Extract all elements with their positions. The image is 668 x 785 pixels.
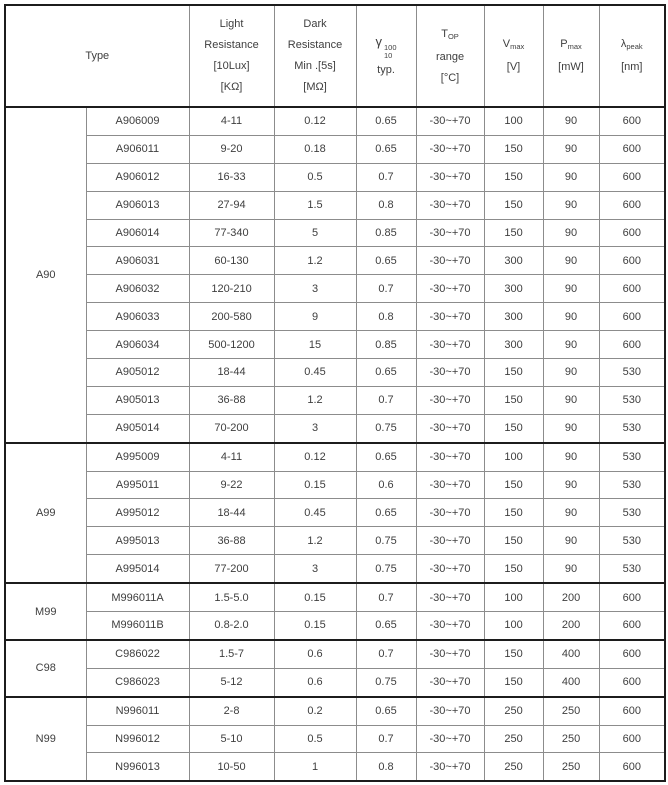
temp-range-cell: -30~+70: [416, 163, 484, 191]
col-header-light-resistance: Light Resistance [10Lux] [KΩ]: [189, 5, 274, 107]
table-row: [5, 471, 665, 499]
table-row: [5, 303, 665, 331]
table-row: [5, 275, 665, 303]
col-header-vmax: Vmax [V]: [484, 5, 543, 107]
light-resistance-cell: 18-44: [189, 359, 274, 387]
temp-range-cell: -30~+70: [416, 527, 484, 555]
table-row: [5, 640, 665, 668]
vmax-cell: 150: [484, 359, 543, 387]
gamma-cell: 0.7: [356, 386, 416, 414]
vmax-cell: 150: [484, 414, 543, 442]
group-name-cell: A99: [5, 443, 86, 583]
table-row: [5, 219, 665, 247]
temp-range-cell: -30~+70: [416, 499, 484, 527]
temp-range-cell: -30~+70: [416, 471, 484, 499]
part-number-cell: A995013: [86, 527, 189, 555]
part-number-cell: A906031: [86, 247, 189, 275]
temp-range-cell: -30~+70: [416, 668, 484, 696]
lambda-peak-cell: 600: [599, 163, 665, 191]
vmax-cell: 150: [484, 555, 543, 583]
temp-range-cell: -30~+70: [416, 219, 484, 247]
gamma-cell: 0.65: [356, 443, 416, 471]
temp-range-cell: -30~+70: [416, 275, 484, 303]
light-resistance-cell: 120-210: [189, 275, 274, 303]
light-resistance-cell: 60-130: [189, 247, 274, 275]
lambda-peak-cell: 600: [599, 668, 665, 696]
temp-range-cell: -30~+70: [416, 135, 484, 163]
light-resistance-cell: 9-22: [189, 471, 274, 499]
lambda-peak-cell: 600: [599, 583, 665, 611]
table-row: [5, 499, 665, 527]
lambda-peak-cell: 600: [599, 191, 665, 219]
part-number-cell: N996012: [86, 725, 189, 753]
table-row: [5, 555, 665, 583]
lambda-peak-cell: 600: [599, 725, 665, 753]
dark-resistance-cell: 3: [274, 555, 356, 583]
gamma-cell: 0.8: [356, 753, 416, 781]
temp-range-cell: -30~+70: [416, 583, 484, 611]
light-resistance-cell: 2-8: [189, 697, 274, 725]
temp-range-cell: -30~+70: [416, 191, 484, 219]
vmax-cell: 300: [484, 331, 543, 359]
type-label: Type: [85, 49, 110, 62]
photoresistor-spec-table: [4, 4, 666, 782]
pmax-cell: 90: [543, 359, 599, 387]
pmax-cell: 90: [543, 499, 599, 527]
pmax-cell: 400: [543, 668, 599, 696]
light-resistance-cell: 70-200: [189, 414, 274, 442]
col-header-lambda-peak: λpeak [nm]: [599, 5, 665, 107]
dark-resistance-cell: 0.15: [274, 471, 356, 499]
vmax-cell: 250: [484, 725, 543, 753]
lambda-peak-cell: 600: [599, 303, 665, 331]
part-number-cell: A906012: [86, 163, 189, 191]
vmax-cell: 150: [484, 668, 543, 696]
table-row: [5, 583, 665, 611]
dark-resistance-cell: 0.5: [274, 725, 356, 753]
light-resistance-cell: 36-88: [189, 527, 274, 555]
col-header-operating-temp: TOP range [°C]: [416, 5, 484, 107]
dark-resistance-cell: 0.45: [274, 359, 356, 387]
gamma-cell: 0.7: [356, 725, 416, 753]
gamma-cell: 0.7: [356, 163, 416, 191]
lambda-peak-cell: 530: [599, 471, 665, 499]
light-resistance-cell: 18-44: [189, 499, 274, 527]
lambda-peak-cell: 530: [599, 443, 665, 471]
gamma-cell: 0.65: [356, 359, 416, 387]
pmax-cell: 200: [543, 583, 599, 611]
vmax-cell: 100: [484, 612, 543, 640]
part-number-cell: A906011: [86, 135, 189, 163]
pmax-cell: 90: [543, 443, 599, 471]
pmax-cell: 250: [543, 725, 599, 753]
part-number-cell: A906032: [86, 275, 189, 303]
vmax-cell: 150: [484, 499, 543, 527]
gamma-cell: 0.75: [356, 414, 416, 442]
lambda-peak-cell: 530: [599, 386, 665, 414]
pmax-cell: 90: [543, 135, 599, 163]
temp-range-cell: -30~+70: [416, 753, 484, 781]
vmax-cell: 300: [484, 247, 543, 275]
dark-resistance-cell: 0.12: [274, 107, 356, 135]
light-resistance-cell: 10-50: [189, 753, 274, 781]
pmax-cell: 90: [543, 414, 599, 442]
lambda-peak-cell: 530: [599, 414, 665, 442]
dark-resistance-cell: 1.2: [274, 247, 356, 275]
gamma-cell: 0.85: [356, 331, 416, 359]
pmax-cell: 90: [543, 219, 599, 247]
dark-resistance-cell: 3: [274, 275, 356, 303]
dark-resistance-cell: 1.2: [274, 386, 356, 414]
table-row: [5, 697, 665, 725]
lambda-peak-cell: 600: [599, 107, 665, 135]
table-row: [5, 135, 665, 163]
pmax-cell: 90: [543, 107, 599, 135]
part-number-cell: A906034: [86, 331, 189, 359]
table-header: [5, 5, 665, 107]
part-number-cell: N996013: [86, 753, 189, 781]
light-resistance-cell: 4-11: [189, 443, 274, 471]
col-header-pmax: Pmax [mW]: [543, 5, 599, 107]
table-row: [5, 414, 665, 442]
lambda-peak-cell: 530: [599, 499, 665, 527]
dark-resistance-cell: 9: [274, 303, 356, 331]
light-resistance-cell: 77-340: [189, 219, 274, 247]
vmax-cell: 100: [484, 107, 543, 135]
lambda-peak-cell: 600: [599, 275, 665, 303]
gamma-cell: 0.65: [356, 247, 416, 275]
lambda-peak-cell: 600: [599, 640, 665, 668]
temp-range-cell: -30~+70: [416, 555, 484, 583]
dark-resistance-cell: 0.6: [274, 668, 356, 696]
part-number-cell: A906014: [86, 219, 189, 247]
part-number-cell: M996011B: [86, 612, 189, 640]
part-number-cell: N996011: [86, 697, 189, 725]
gamma-cell: 0.7: [356, 640, 416, 668]
dark-resistance-cell: 5: [274, 219, 356, 247]
col-header-type: [5, 5, 189, 107]
pmax-cell: 90: [543, 275, 599, 303]
vmax-cell: 100: [484, 583, 543, 611]
table-row: [5, 725, 665, 753]
light-resistance-cell: 1.5-7: [189, 640, 274, 668]
temp-range-cell: -30~+70: [416, 725, 484, 753]
gamma-symbol: γ: [375, 34, 382, 49]
dark-resistance-cell: 0.15: [274, 583, 356, 611]
temp-range-cell: -30~+70: [416, 107, 484, 135]
vmax-cell: 150: [484, 163, 543, 191]
part-number-cell: A906009: [86, 107, 189, 135]
part-number-cell: A995012: [86, 499, 189, 527]
dark-resistance-cell: 15: [274, 331, 356, 359]
lambda-peak-cell: 530: [599, 359, 665, 387]
light-resistance-cell: 5-12: [189, 668, 274, 696]
lambda-peak-cell: 600: [599, 612, 665, 640]
group-name-cell: N99: [5, 697, 86, 782]
lambda-peak-cell: 600: [599, 135, 665, 163]
vmax-cell: 250: [484, 697, 543, 725]
light-resistance-cell: 200-580: [189, 303, 274, 331]
vmax-cell: 150: [484, 640, 543, 668]
part-number-cell: C986022: [86, 640, 189, 668]
lambda-peak-cell: 600: [599, 219, 665, 247]
pmax-cell: 90: [543, 303, 599, 331]
lambda-peak-cell: 530: [599, 527, 665, 555]
lambda-peak-cell: 600: [599, 247, 665, 275]
table-row: [5, 359, 665, 387]
table-row: [5, 107, 665, 135]
gamma-cell: 0.85: [356, 219, 416, 247]
temp-range-cell: -30~+70: [416, 331, 484, 359]
gamma-cell: 0.65: [356, 107, 416, 135]
table-row: [5, 191, 665, 219]
table-row: [5, 612, 665, 640]
gamma-cell: 0.8: [356, 191, 416, 219]
temp-range-cell: -30~+70: [416, 414, 484, 442]
temp-range-cell: -30~+70: [416, 612, 484, 640]
vmax-cell: 300: [484, 275, 543, 303]
part-number-cell: A906013: [86, 191, 189, 219]
part-number-cell: A905014: [86, 414, 189, 442]
part-number-cell: M996011A: [86, 583, 189, 611]
pmax-cell: 90: [543, 527, 599, 555]
vmax-cell: 250: [484, 753, 543, 781]
gamma-cell: 0.65: [356, 499, 416, 527]
part-number-cell: A905012: [86, 359, 189, 387]
part-number-cell: A995014: [86, 555, 189, 583]
vmax-cell: 150: [484, 471, 543, 499]
table-row: [5, 386, 665, 414]
dark-resistance-cell: 1: [274, 753, 356, 781]
dark-resistance-cell: 1.5: [274, 191, 356, 219]
light-resistance-cell: 16-33: [189, 163, 274, 191]
part-number-cell: A906033: [86, 303, 189, 331]
gamma-cell: 0.65: [356, 697, 416, 725]
vmax-cell: 150: [484, 135, 543, 163]
table-row: [5, 247, 665, 275]
vmax-cell: 150: [484, 527, 543, 555]
light-resistance-cell: 500-1200: [189, 331, 274, 359]
pmax-cell: 250: [543, 753, 599, 781]
temp-range-cell: -30~+70: [416, 303, 484, 331]
table-row: [5, 331, 665, 359]
dark-resistance-cell: 0.5: [274, 163, 356, 191]
dark-resistance-cell: 0.2: [274, 697, 356, 725]
gamma-cell: 0.65: [356, 135, 416, 163]
group-name-cell: M99: [5, 583, 86, 640]
vmax-cell: 300: [484, 303, 543, 331]
pmax-cell: 90: [543, 386, 599, 414]
light-resistance-cell: 1.5-5.0: [189, 583, 274, 611]
pmax-cell: 250: [543, 697, 599, 725]
gamma-cell: 0.75: [356, 555, 416, 583]
table-row: [5, 753, 665, 781]
temp-range-cell: -30~+70: [416, 697, 484, 725]
group-name-cell: A90: [5, 107, 86, 443]
light-resistance-cell: 36-88: [189, 386, 274, 414]
light-resistance-cell: 0.8-2.0: [189, 612, 274, 640]
lambda-peak-cell: 600: [599, 697, 665, 725]
part-number-cell: A995009: [86, 443, 189, 471]
table-row: [5, 668, 665, 696]
temp-range-cell: -30~+70: [416, 247, 484, 275]
light-resistance-cell: 9-20: [189, 135, 274, 163]
gamma-cell: 0.75: [356, 668, 416, 696]
vmax-cell: 100: [484, 443, 543, 471]
light-resistance-cell: 77-200: [189, 555, 274, 583]
dark-resistance-cell: 0.15: [274, 612, 356, 640]
header-row: [5, 5, 665, 107]
dark-resistance-cell: 3: [274, 414, 356, 442]
pmax-cell: 90: [543, 163, 599, 191]
dark-resistance-cell: 0.6: [274, 640, 356, 668]
part-number-cell: A995011: [86, 471, 189, 499]
dark-resistance-cell: 0.12: [274, 443, 356, 471]
table-row: [5, 443, 665, 471]
table-row: [5, 527, 665, 555]
gamma-cell: 0.75: [356, 527, 416, 555]
table-body: [5, 107, 665, 781]
pmax-cell: 400: [543, 640, 599, 668]
temp-range-cell: -30~+70: [416, 443, 484, 471]
part-number-cell: C986023: [86, 668, 189, 696]
light-resistance-cell: 27-94: [189, 191, 274, 219]
temp-range-cell: -30~+70: [416, 640, 484, 668]
gamma-cell: 0.8: [356, 303, 416, 331]
vmax-cell: 150: [484, 191, 543, 219]
dark-resistance-cell: 0.18: [274, 135, 356, 163]
gamma-cell: 0.7: [356, 275, 416, 303]
lambda-peak-cell: 530: [599, 555, 665, 583]
pmax-cell: 90: [543, 191, 599, 219]
dark-resistance-cell: 0.45: [274, 499, 356, 527]
gamma-cell: 0.65: [356, 612, 416, 640]
col-header-dark-resistance: Dark Resistance Min .[5s] [MΩ]: [274, 5, 356, 107]
part-number-cell: A905013: [86, 386, 189, 414]
vmax-cell: 150: [484, 386, 543, 414]
temp-range-cell: -30~+70: [416, 386, 484, 414]
lambda-peak-cell: 600: [599, 753, 665, 781]
pmax-cell: 90: [543, 471, 599, 499]
temp-range-cell: -30~+70: [416, 359, 484, 387]
pmax-cell: 90: [543, 555, 599, 583]
pmax-cell: 200: [543, 612, 599, 640]
gamma-cell: 0.6: [356, 471, 416, 499]
col-header-gamma: γ 100 10 typ.: [356, 5, 416, 107]
vmax-cell: 150: [484, 219, 543, 247]
dark-resistance-cell: 1.2: [274, 527, 356, 555]
lambda-peak-cell: 600: [599, 331, 665, 359]
pmax-cell: 90: [543, 247, 599, 275]
table-row: [5, 163, 665, 191]
gamma-cell: 0.7: [356, 583, 416, 611]
gamma-ratio: 100 10: [384, 43, 397, 60]
pmax-cell: 90: [543, 331, 599, 359]
group-name-cell: C98: [5, 640, 86, 697]
light-resistance-cell: 4-11: [189, 107, 274, 135]
light-resistance-cell: 5-10: [189, 725, 274, 753]
